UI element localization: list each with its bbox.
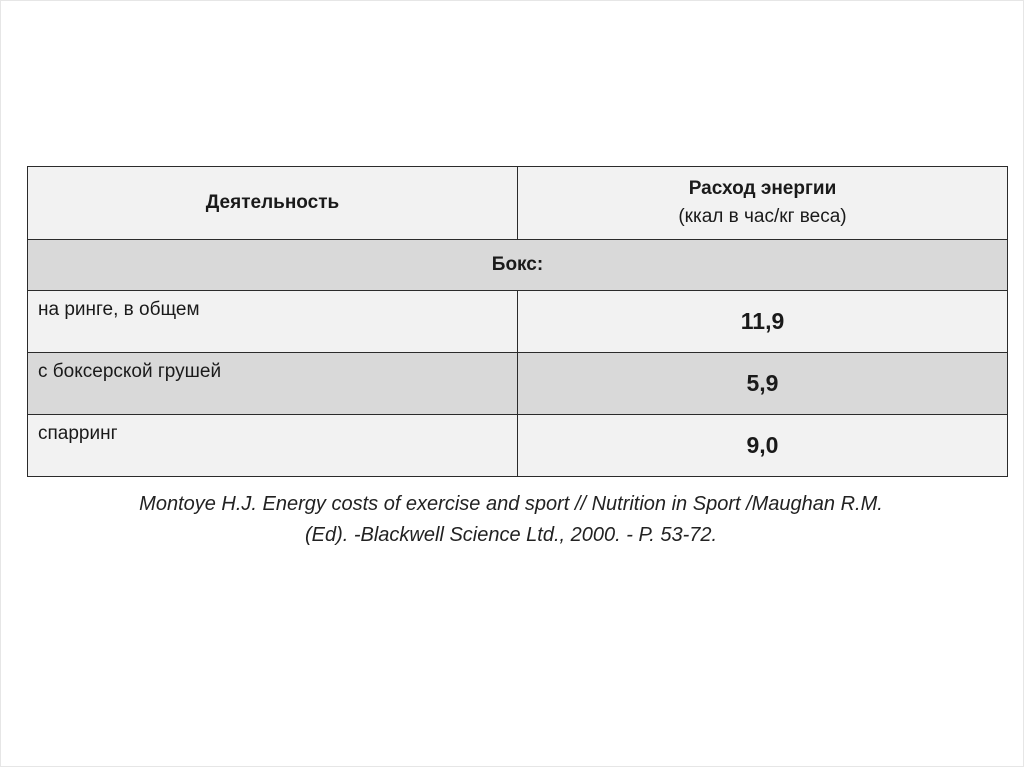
energy-value-cell: 11,9 [518,291,1008,353]
table-row [28,353,1008,415]
table-row [28,291,1008,353]
activity-cell: спарринг [28,415,518,477]
header-energy-title: Расход энергии [688,178,837,199]
table-header-row [28,167,1008,240]
energy-value-cell: 5,9 [518,353,1008,415]
header-energy [518,167,1008,240]
header-energy-unit: (ккал в час/кг веса) [678,206,847,227]
citation-line-2: (Ed). -Blackwell Science Ltd., 2000. - P. 53-72. [304,524,718,546]
table-row [28,415,1008,477]
energy-table [27,166,1008,477]
header-activity: Деятельность [28,167,518,240]
energy-value-cell: 9,0 [518,415,1008,477]
section-label: Бокс: [28,240,1008,291]
citation [41,489,981,551]
citation-line-1: Montoye H.J. Energy costs of exercise and sport // Nutrition in Sport /Maughan R.M. [139,493,883,515]
activity-cell: на ринге, в общем [28,291,518,353]
activity-cell: с боксерской грушей [28,353,518,415]
section-row [28,240,1008,291]
